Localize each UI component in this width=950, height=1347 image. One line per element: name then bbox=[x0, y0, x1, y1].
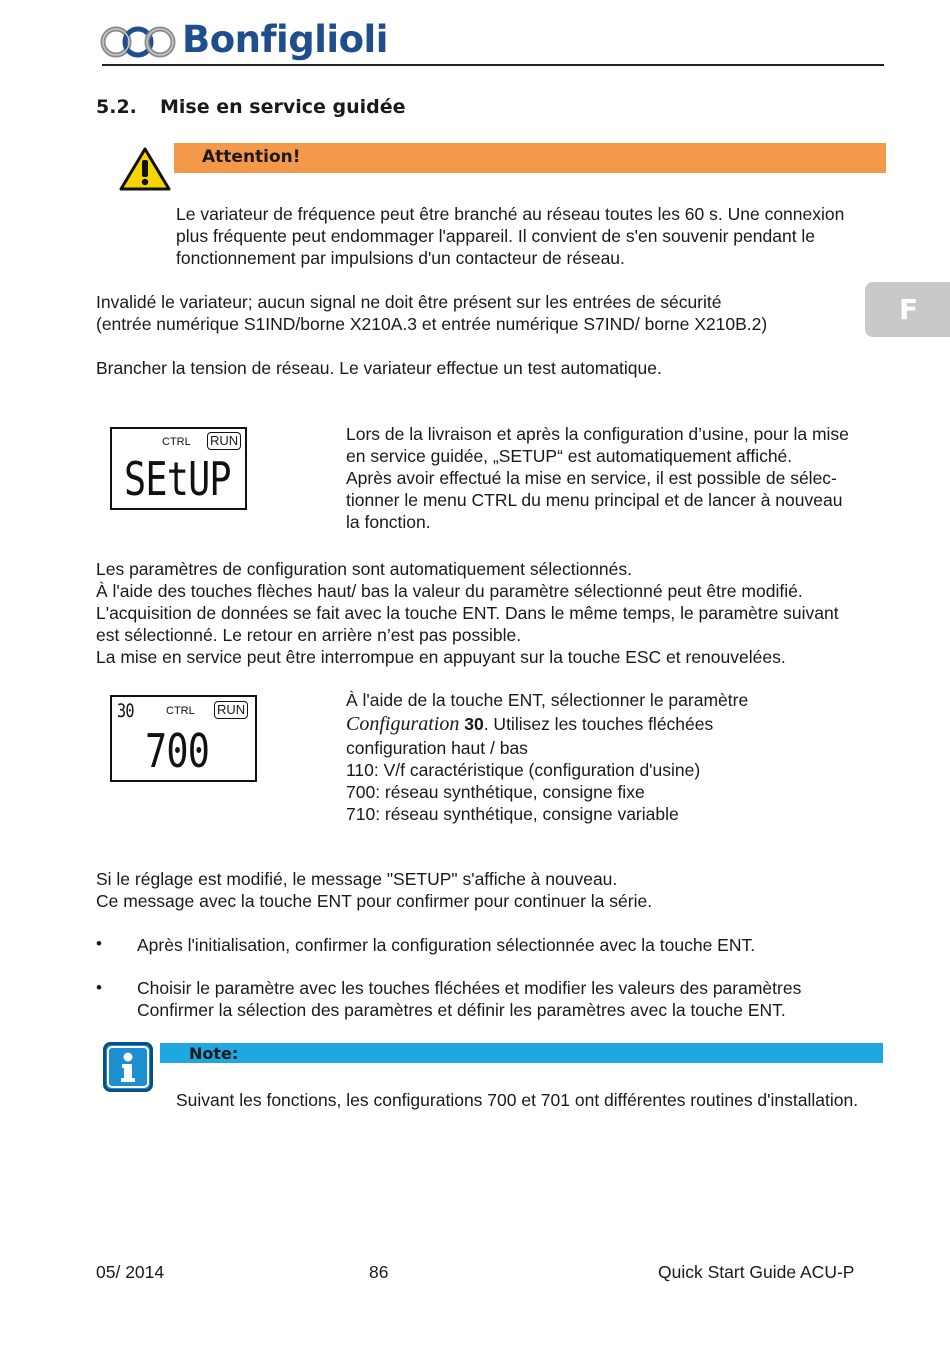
logo bbox=[100, 20, 180, 62]
language-tab-label: F bbox=[899, 293, 919, 326]
bullet-dot: • bbox=[96, 934, 102, 953]
option-line: 700: réseau synthétique, consigne fixe bbox=[346, 782, 645, 802]
option-line: 710: réseau synthétique, consigne variable bbox=[346, 804, 679, 824]
description-line: Après avoir effectué la mise en service, il est possible de sélec- bbox=[346, 468, 837, 488]
lcd-main-value: 700 bbox=[145, 724, 210, 778]
paragraph-line: Ce message avec la touche ENT pour confirmer pour continuer la série. bbox=[96, 891, 653, 911]
description-line: la fonction. bbox=[346, 512, 431, 532]
section-number: 5.2. bbox=[96, 96, 137, 118]
info-icon bbox=[103, 1042, 153, 1097]
warning-icon bbox=[119, 146, 171, 197]
section-title: Mise en service guidée bbox=[160, 96, 406, 118]
note-text: Suivant les fonctions, les configurations 700 et 701 ont différentes routines d'installation. bbox=[176, 1090, 859, 1110]
lcd-ctrl-label: CTRL bbox=[166, 705, 195, 717]
setup-description bbox=[346, 423, 849, 533]
header-divider bbox=[102, 64, 884, 66]
bullet-dot: • bbox=[96, 978, 102, 997]
paragraph-line: Les paramètres de configuration sont automatiquement sélectionnés. bbox=[96, 559, 633, 579]
attention-label: Attention! bbox=[202, 147, 301, 167]
brand-name: Bonfiglioli bbox=[182, 18, 388, 61]
attention-line: Le variateur de fréquence peut être branché au réseau toutes les 60 s. Une connexion bbox=[176, 204, 845, 224]
description-line: Lors de la livraison et après la configuration d’usine, pour la mise bbox=[346, 424, 849, 444]
paragraph-line: (entrée numérique S1IND/borne X210A.3 et entrée numérique S7IND/ borne X210B.2) bbox=[96, 314, 768, 334]
paragraph-line: Invalidé le variateur; aucun signal ne doit être présent sur les entrées de sécurité bbox=[96, 292, 722, 312]
config-description bbox=[346, 689, 748, 825]
description-line: en service guidée, „SETUP“ est automatiquement affiché. bbox=[346, 446, 793, 466]
footer-title: Quick Start Guide ACU-P bbox=[658, 1262, 855, 1282]
lcd-run-indicator: RUN bbox=[214, 701, 248, 719]
attention-line: plus fréquente peut endommager l'appareil. Il convient de s'en souvenir pendant le bbox=[176, 226, 816, 246]
paragraph-line: Si le réglage est modifié, le message "SETUP" s'affiche à nouveau. bbox=[96, 869, 618, 889]
note-banner bbox=[160, 1043, 883, 1063]
power-paragraph: Brancher la tension de réseau. Le variateur effectue un test automatique. bbox=[96, 358, 662, 378]
lcd-display-config bbox=[110, 695, 257, 782]
paragraph-line: La mise en service peut être interrompue en appuyant sur la touche ESC et renouvelées. bbox=[96, 647, 786, 667]
bullet-item: Après l'initialisation, confirmer la configuration sélectionnée avec la touche ENT. bbox=[137, 935, 756, 955]
description-line: configuration haut / bas bbox=[346, 738, 528, 758]
bullet-line: Confirmer la sélection des paramètres et définir les paramètres avec la touche ENT. bbox=[137, 1000, 786, 1020]
disable-paragraph bbox=[96, 291, 767, 335]
attention-text bbox=[176, 203, 844, 269]
config-line bbox=[346, 711, 748, 737]
footer-date: 05/ 2014 bbox=[96, 1262, 165, 1282]
option-line: 110: V/f caractéristique (configuration d'usine) bbox=[346, 760, 701, 780]
note-label: Note: bbox=[189, 1044, 239, 1063]
config-line-rest: . Utilisez les touches fléchées bbox=[483, 714, 714, 734]
attention-banner bbox=[174, 143, 886, 173]
lcd-run-indicator: RUN bbox=[207, 432, 241, 450]
paragraph-line: est sélectionné. Le retour en arrière n’est pas possible. bbox=[96, 625, 522, 645]
attention-line: fonctionnement par impulsions d'un contacteur de réseau. bbox=[176, 248, 625, 268]
setup-message-paragraph bbox=[96, 868, 652, 912]
lcd-param-number: 30 bbox=[117, 700, 134, 722]
bullet-line: Choisir le paramètre avec les touches fléchées et modifier les valeurs des paramètres bbox=[137, 978, 802, 998]
paragraph-line: L'acquisition de données se fait avec la touche ENT. Dans le même temps, le paramètre suivant bbox=[96, 603, 839, 623]
lcd-main-value: SEtUP bbox=[124, 452, 231, 506]
lcd-ctrl-label: CTRL bbox=[162, 436, 191, 448]
bullet-item bbox=[137, 977, 801, 1021]
language-tab bbox=[865, 282, 950, 337]
description-line: À l'aide de la touche ENT, sélectionner le paramètre bbox=[346, 690, 749, 710]
section-heading bbox=[96, 96, 406, 118]
description-line: tionner le menu CTRL du menu principal et de lancer à nouveau bbox=[346, 490, 843, 510]
footer-page-number: 86 bbox=[369, 1262, 389, 1282]
config-word: Configuration bbox=[346, 713, 460, 735]
lcd-display-setup bbox=[110, 427, 247, 510]
paragraph-line: À l'aide des touches flèches haut/ bas la valeur du paramètre sélectionné peut être modifié. bbox=[96, 581, 803, 601]
configuration-paragraph bbox=[96, 558, 839, 668]
config-number: 30 bbox=[464, 714, 484, 734]
